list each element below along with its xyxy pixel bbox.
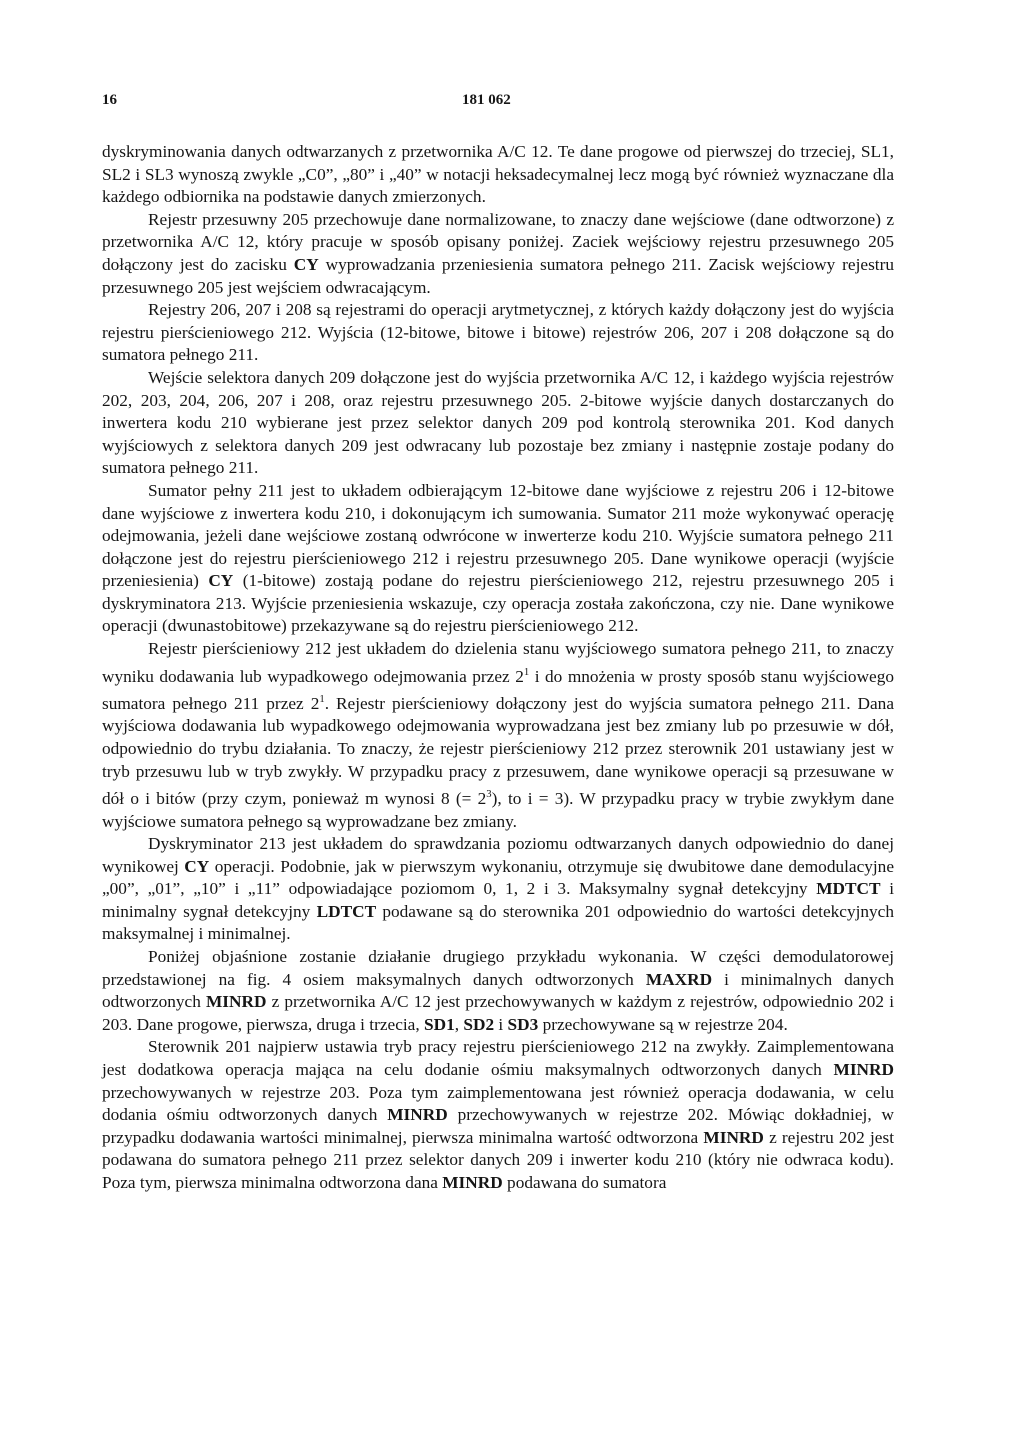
- body-text: [102, 141, 894, 1195]
- bold-term: MAXRD: [645, 969, 713, 989]
- paragraph: Rejestr pierścieniowy 212 jest układem do dzielenia stanu wyjściowego sumatora pełnego 211, to znaczy wyniku dodawania lub wypadkowego odejmowania przez $2^1$ i do mnożenia w prosty sposób stanu wyjściowego sumatora pełnego 211 przez $2^1$. Rejestr pierścieniowy dołączony jest do wyjścia sumatora pełnego 211. Dana wyjściowa dodawania lub wypadkowego odejmowania wyprowadzana jest bez zmiany lub po przesuwie w dół, odpowiednio do trybu działania. To znaczy, że rejestr pierścieniowy 212 przez sterownik 201 ustawiany jest w tryb przesuwu lub w tryb zwykły. W przypadku pracy z przesuwem, dane wynikowe operacji są przesuwane w dół o i bitów (przy czym, ponieważ m wynosi 8 (= $2^3$), to i = 3). W przypadku pracy w trybie zwykłym dane wyjściowe sumatora pełnego są wyprowadzane bez zmiany.: [102, 639, 894, 831]
- paragraph: Poniżej objaśnione zostanie działanie drugiego przykładu wykonania. W części demodulatorowej przedstawionej na fig. 4 osiem maksymalnych danych odtworzonych MAXRD i minimalnych danych odtworzonych MINRD z przetwornika A/C 12 jest przechowywanych w każdym z rejestrów, odpowiednio 202 i 203. Dane progowe, pierwsza, druga i trzecia, SD1, SD2 i SD3 przechowywane są w rejestrze 204.: [102, 947, 895, 1034]
- paragraph: Sumator pełny 211 jest to układem odbierającym 12-bitowe dane wyjściowe z rejestru 206 i 12-bitowe dane wyjściowe z inwertera kodu 210, i dokonującym ich sumowania. Sumator 211 może wykonywać operację odejmowania, jeżeli dane wejściowe zostaną odwrócone w inwerterze kodu 210. Wyjście sumatora pełnego 211 dołączone jest do rejestru pierścieniowego 212 i rejestru przesuwnego 205. Dane wynikowe operacji (wyjście przeniesienia) CY (1-bitowe) zostają podane do rejestru pierścieniowego 212, rejestru przesuwnego 205 i dyskryminatora 213. Wyjście przeniesienia wskazuje, czy operacja została zakończona, czy nie. Dane wynikowe operacji (dwunastobitowe) przekazywane są do rejestru pierścieniowego 212.: [102, 480, 894, 636]
- superscript: 3: [486, 788, 492, 801]
- document-number: 181 062: [462, 92, 511, 108]
- paragraph: Wejście selektora danych 209 dołączone jest do wyjścia przetwornika A/C 12, i każdego wyjścia rejestrów 202, 203, 204, 206, 207 i 208, oraz rejestru przesuwnego 205. 2-bitowe wyjście danych dostarczanych do inwertera kodu 210 wybierane jest przez selektor danych 209 pod kontrolą sterownika 201. Kod danych wyjściowych z selektora danych 209 jest odwracany lub pozostaje bez zmiany i następnie zostaje podany do sumatora pełnego 211.: [102, 367, 894, 478]
- paragraph: Sterownik 201 najpierw ustawia tryb pracy rejestru pierścieniowego 212 na zwykły. Zaimplementowana jest dodatkowa operacja mająca na celu dodanie ośmiu maksymalnych odtworzonych danych MINRD przechowywanych w rejestrze 203. Poza tym zaimplementowana jest również operacja dodawania, w celu dodania ośmiu odtworzonych danych MINRD przechowywanych w rejestrze 202. Mówiąc dokładniej, w przypadku dodawania wartości minimalnej, pierwsza minimalna wartość odtworzona MINRD z rejestru 202 jest podawana do sumatora pełnego 211 przez selektor danych 209 i inwerter kodu 210 (który nie odwraca kodu). Poza tym, pierwsza minimalna odtworzona dana MINRD podawana do sumatora: [102, 1037, 894, 1193]
- bold-term: CY: [208, 571, 234, 591]
- bold-term: CY: [184, 856, 210, 876]
- paragraph: Dyskryminator 213 jest układem do sprawdzania poziomu odtwarzanych danych odpowiednio do danej wynikowej CY operacji. Podobnie, jak w pierwszym wykonaniu, otrzymuje się dwubitowe dane demodulacyjne „00”, „01”, „10” i „11” odpowiadające poziomom 0, 1, 2 i 3. Maksymalny sygnał detekcyjny MDTCT i minimalny sygnał detekcyjny LDTCT podawane są do sterownika 201 odpowiednio do wartości detekcyjnych maksymalnej i minimalnej.: [102, 834, 894, 944]
- bold-term: MINRD: [206, 992, 267, 1012]
- page-header: [102, 92, 902, 114]
- bold-term: MINRD: [833, 1060, 894, 1080]
- bold-term: LDTCT: [316, 901, 377, 921]
- paragraph: dyskryminowania danych odtwarzanych z przetwornika A/C 12. Te dane progowe od pierwszej do trzeciej, SL1, SL2 i SL3 wynoszą zwykle „C0”, „80” i „40” w notacji heksadecymalnej lecz mogą być również wyznaczane dla każdego odbiornika na podstawie danych zmierzonych.: [102, 142, 894, 207]
- bold-term: MINRD: [442, 1173, 503, 1193]
- paragraph: Rejestr przesuwny 205 przechowuje dane normalizowane, to znaczy dane wejściowe (dane odtworzone) z przetwornika A/C 12, który pracuje w sposób opisany poniżej. Zaciek wejściowy rejestru przesuwnego 205 dołączony jest do zacisku CY wyprowadzania przeniesienia sumatora pełnego 211. Zacisk wejściowy rejestru przesuwnego 205 jest wejściem odwracającym.: [102, 209, 894, 297]
- superscript: 1: [319, 693, 325, 706]
- paragraph: Rejestry 206, 207 i 208 są rejestrami do operacji arytmetycznej, z których każdy dołączony jest do wyjścia rejestru pierścieniowego 212. Wyjścia (12-bitowe, bitowe i bitowe) rejestrów 206, 207 i 208 dołączone są do sumatora pełnego 211.: [102, 300, 894, 365]
- superscript: 1: [523, 665, 530, 678]
- bold-term: CY: [293, 254, 319, 274]
- bold-term: MINRD: [703, 1127, 764, 1147]
- bold-term: MINRD: [387, 1105, 448, 1125]
- bold-term: SD2: [463, 1014, 495, 1034]
- bold-term: SD3: [507, 1014, 539, 1034]
- bold-term: SD1: [423, 1014, 455, 1034]
- bold-term: MDTCT: [816, 879, 881, 899]
- page-number: 16: [102, 92, 117, 108]
